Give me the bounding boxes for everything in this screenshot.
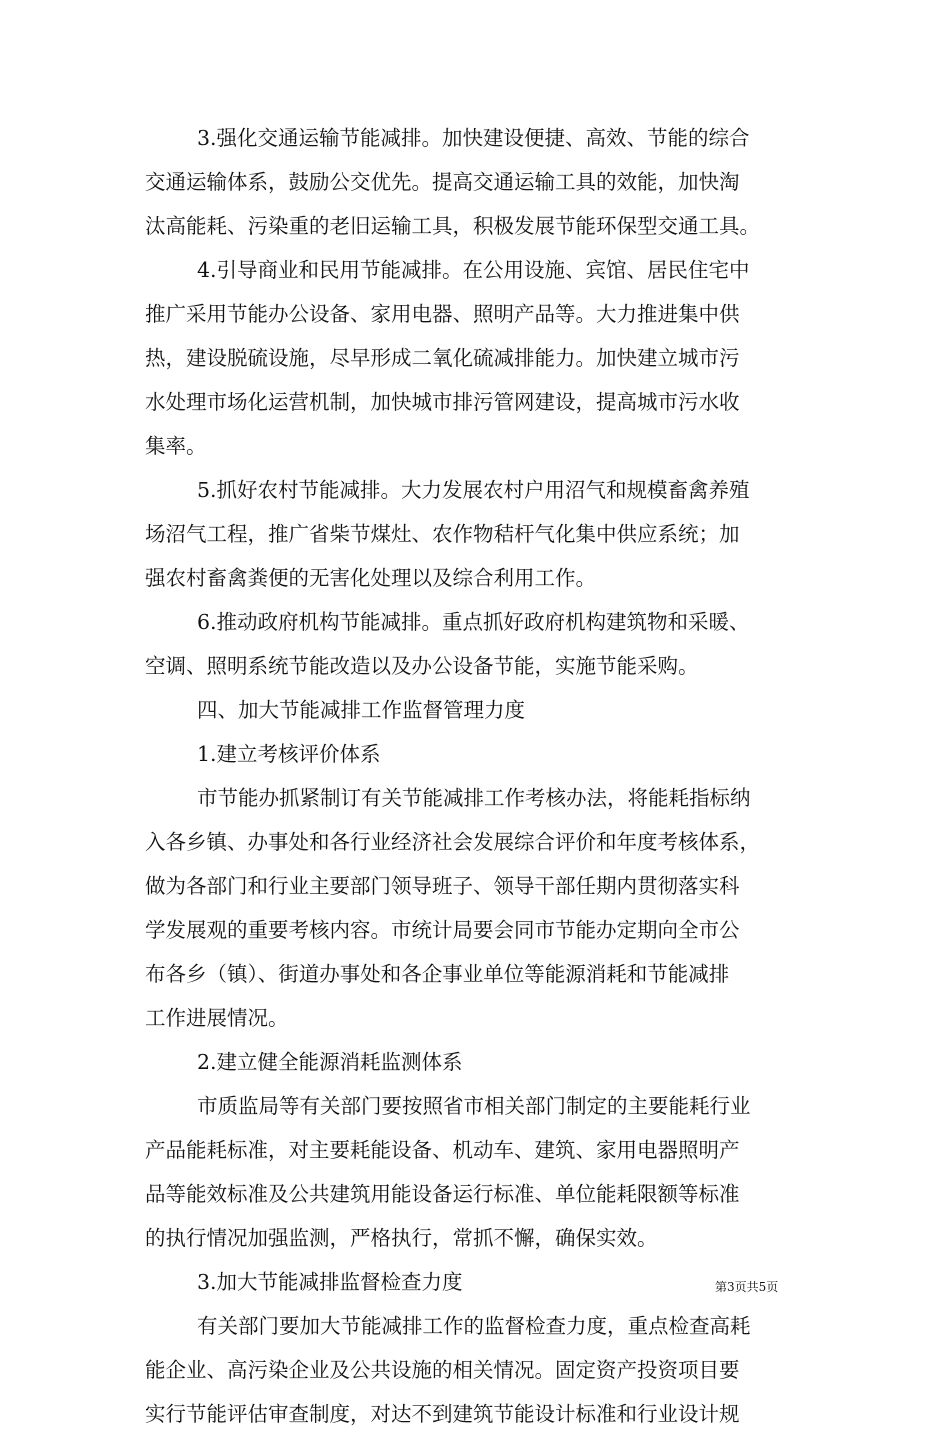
text-line: 市质监局等有关部门要按照省市相关部门制定的主要能耗行业	[197, 1094, 751, 1118]
text-line: 产品能耗标准，对主要耗能设备、机动车、建筑、家用电器照明产	[145, 1138, 740, 1162]
text-line: 做为各部门和行业主要部门领导班子、领导干部任期内贯彻落实科	[145, 874, 740, 898]
text-line: 交通运输体系，鼓励公交优先。提高交通运输工具的效能，加快淘	[145, 170, 740, 194]
text-line: 6.推动政府机构节能减排。重点抓好政府机构建筑物和采暖、	[197, 610, 750, 634]
text-line: 学发展观的重要考核内容。市统计局要会同市节能办定期向全市公	[145, 918, 740, 942]
text-line: 四、加大节能减排工作监督管理力度	[197, 698, 525, 722]
text-line: 的执行情况加强监测，严格执行，常抓不懈，确保实效。	[145, 1226, 658, 1250]
text-line: 市节能办抓紧制订有关节能减排工作考核办法，将能耗指标纳	[197, 786, 751, 810]
text-line: 2.建立健全能源消耗监测体系	[197, 1050, 463, 1074]
text-line: 汰高能耗、污染重的老旧运输工具，积极发展节能环保型交通工具。	[145, 214, 760, 238]
text-line: 实行节能评估审查制度，对达不到建筑节能设计标准和行业设计规	[145, 1402, 740, 1426]
text-line: 空调、照明系统节能改造以及办公设备节能，实施节能采购。	[145, 654, 699, 678]
text-line: 工作进展情况。	[145, 1006, 289, 1030]
text-line: 品等能效标准及公共建筑用能设备运行标准、单位能耗限额等标准	[145, 1182, 740, 1206]
document-body	[145, 116, 810, 1436]
text-line: 水处理市场化运营机制，加快城市排污管网建设，提高城市污水收	[145, 390, 740, 414]
text-line: 1.建立考核评价体系	[197, 742, 381, 766]
text-line: 入各乡镇、办事处和各行业经济社会发展综合评价和年度考核体系，	[145, 830, 760, 854]
text-line: 3.强化交通运输节能减排。加快建设便捷、高效、节能的综合	[197, 126, 750, 150]
text-line: 4.引导商业和民用节能减排。在公用设施、宾馆、居民住宅中	[197, 258, 750, 282]
text-line: 集率。	[145, 434, 207, 458]
text-line: 5.抓好农村节能减排。大力发展农村户用沼气和规模畜禽养殖	[197, 478, 750, 502]
text-line: 强农村畜禽粪便的无害化处理以及综合利用工作。	[145, 566, 596, 590]
text-line: 能企业、高污染企业及公共设施的相关情况。固定资产投资项目要	[145, 1358, 740, 1382]
text-line: 布各乡（镇）、街道办事处和各企事业单位等能源消耗和节能减排	[145, 962, 730, 986]
page-number-footer: 第3页共5页	[715, 1280, 779, 1294]
text-line: 场沼气工程，推广省柴节煤灶、农作物秸杆气化集中供应系统；加	[145, 522, 740, 546]
text-line: 推广采用节能办公设备、家用电器、照明产品等。大力推进集中供	[145, 302, 740, 326]
text-line: 热，建设脱硫设施，尽早形成二氧化硫减排能力。加快建立城市污	[145, 346, 740, 370]
text-line: 有关部门要加大节能减排工作的监督检查力度，重点检查高耗	[197, 1314, 751, 1338]
text-line: 3.加大节能减排监督检查力度	[197, 1270, 463, 1294]
